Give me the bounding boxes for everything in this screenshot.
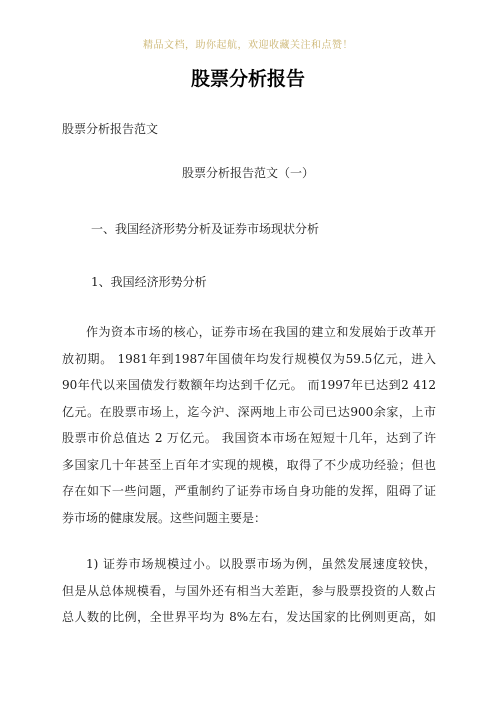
paragraph-line: 90年代以来国债发行数额年均达到千亿元。 而1997年已达到2 412 <box>62 378 436 392</box>
section-heading-1: 一、我国经济形势分析及证券市场现状分析 <box>91 222 320 236</box>
paragraph-line: 券市场的健康发展。这些问题主要是： <box>62 510 267 525</box>
paragraph-line: 但是从总体规模看，与国外还有相当大差距，参与股票投资的人数占 <box>62 583 436 598</box>
paragraph-line: 放初期。 1981年到1987年国债年均发行规模仅为59.5亿元，进入 <box>62 351 436 366</box>
document-subtitle: 股票分析报告范文 <box>62 122 159 136</box>
paragraph-2 <box>62 551 436 631</box>
paragraph-line: 总人数的比例，全世界平均为 8%左右，发达国家的比例则更高，如 <box>62 610 436 624</box>
paragraph-line: 1) 证券市场规模过小。以股票市场为例，虽然发展速度较快， <box>86 557 436 571</box>
paragraph-line: 亿元。在股票市场上，迄今沪、深两地上市公司已达900余家，上市 <box>62 404 436 419</box>
paragraph-line: 作为资本市场的核心，证券市场在我国的建立和发展始于改革开 <box>86 325 436 339</box>
header-watermark: 精品文档，助你起航，欢迎收藏关注和点赞！ <box>143 40 353 51</box>
paragraph-line: 股票市价总值达 2 万亿元。 我国资本市场在短短十几年，达到了许 <box>62 431 436 445</box>
paragraph-line: 存在如下一些问题，严重制约了证券市场自身功能的发挥，阻碍了证 <box>62 484 436 498</box>
section-heading-1-1: 1、我国经济形势分析 <box>91 275 207 289</box>
paragraph-1 <box>62 319 436 531</box>
paragraph-line: 多国家几十年甚至上百年才实现的规模，取得了不少成功经验；但也 <box>62 457 436 472</box>
center-heading: 股票分析报告范文（一） <box>181 166 314 180</box>
document-title: 股票分析报告 <box>190 68 305 90</box>
